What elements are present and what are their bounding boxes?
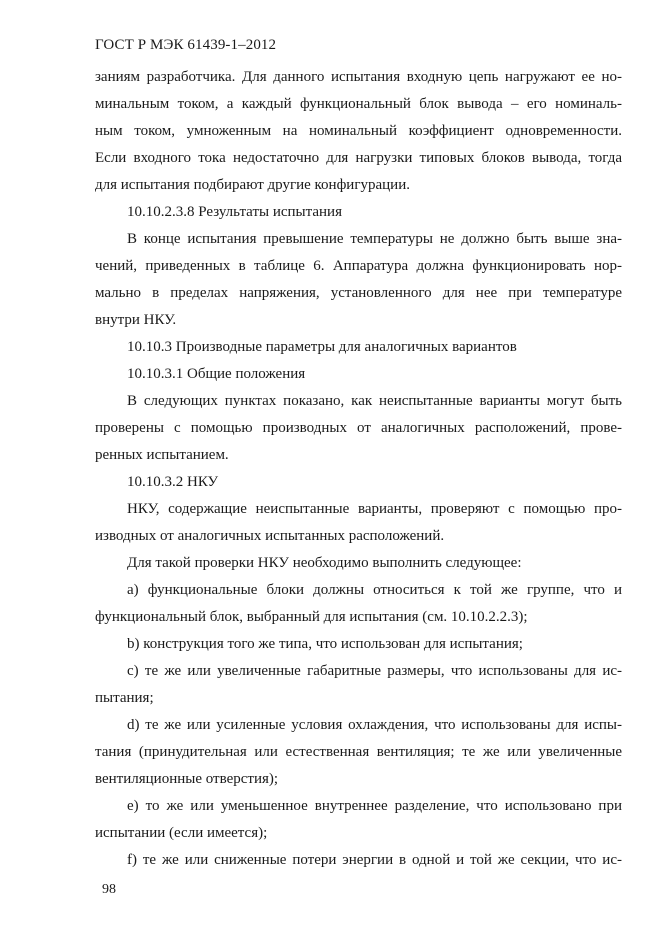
text-line: минальным током, а каждый функциональный блок вывода – его номиналь- [95,96,622,112]
text-line: мально в пределах напряжения, установленного для нее при температуре [95,285,622,301]
text-line: Если входного тока недостаточно для нагрузки типовых блоков вывода, тогда [95,150,622,166]
text-line: функциональный блок, выбранный для испытания (см. 10.10.2.2.3); [95,609,528,625]
page-number: 98 [102,882,116,897]
text-line: ренных испытанием. [95,447,229,463]
list-item: f) те же или сниженные потери энергии в одной и той же секции, что ис- [127,852,622,868]
standard-header: ГОСТ Р МЭК 61439-1–2012 [95,37,277,53]
list-item: a) функциональные блоки должны относиться к той же группе, что и [127,582,622,598]
section-heading: 10.10.3 Производные параметры для аналогичных вариантов [127,339,517,355]
list-item: e) то же или уменьшенное внутреннее разделение, что использовано при [127,798,622,814]
text-line: ным током, умноженным на номинальный коэффициент одновременности. [95,123,622,139]
text-line: заниям разработчика. Для данного испытания входную цепь нагружают ее но- [95,69,622,85]
text-line: чений, приведенных в таблице 6. Аппаратура должна функционировать нор- [95,258,622,274]
text-line: испытании (если имеется); [95,825,268,841]
text-line: проверены с помощью производных от аналогичных расположений, прове- [95,420,622,436]
list-item: c) те же или увеличенные габаритные размеры, что использованы для ис- [127,663,622,679]
text-line: тания (принудительная или естественная вентиляция; те же или увеличенные [95,744,622,760]
text-line: вентиляционные отверстия); [95,771,279,787]
section-heading: 10.10.2.3.8 Результаты испытания [127,204,342,220]
section-heading: 10.10.3.2 НКУ [127,474,219,490]
text-line: НКУ, содержащие неиспытанные варианты, проверяют с помощью про- [127,501,622,517]
text-line: В конце испытания превышение температуры не должно быть выше зна- [127,231,622,247]
body-text [95,64,622,874]
text-line: для испытания подбирают другие конфигурации. [95,177,410,193]
text-line: внутри НКУ. [95,312,177,328]
list-item: b) конструкция того же типа, что использован для испытания; [127,636,523,652]
text-line: пытания; [95,690,154,706]
text-line: Для такой проверки НКУ необходимо выполнить следующее: [127,555,522,571]
text-line: В следующих пунктах показано, как неиспытанные варианты могут быть [127,393,622,409]
list-item: d) те же или усиленные условия охлаждения, что использованы для испы- [127,717,622,733]
section-heading: 10.10.3.1 Общие положения [127,366,306,382]
text-line: изводных от аналогичных испытанных расположений. [95,528,445,544]
